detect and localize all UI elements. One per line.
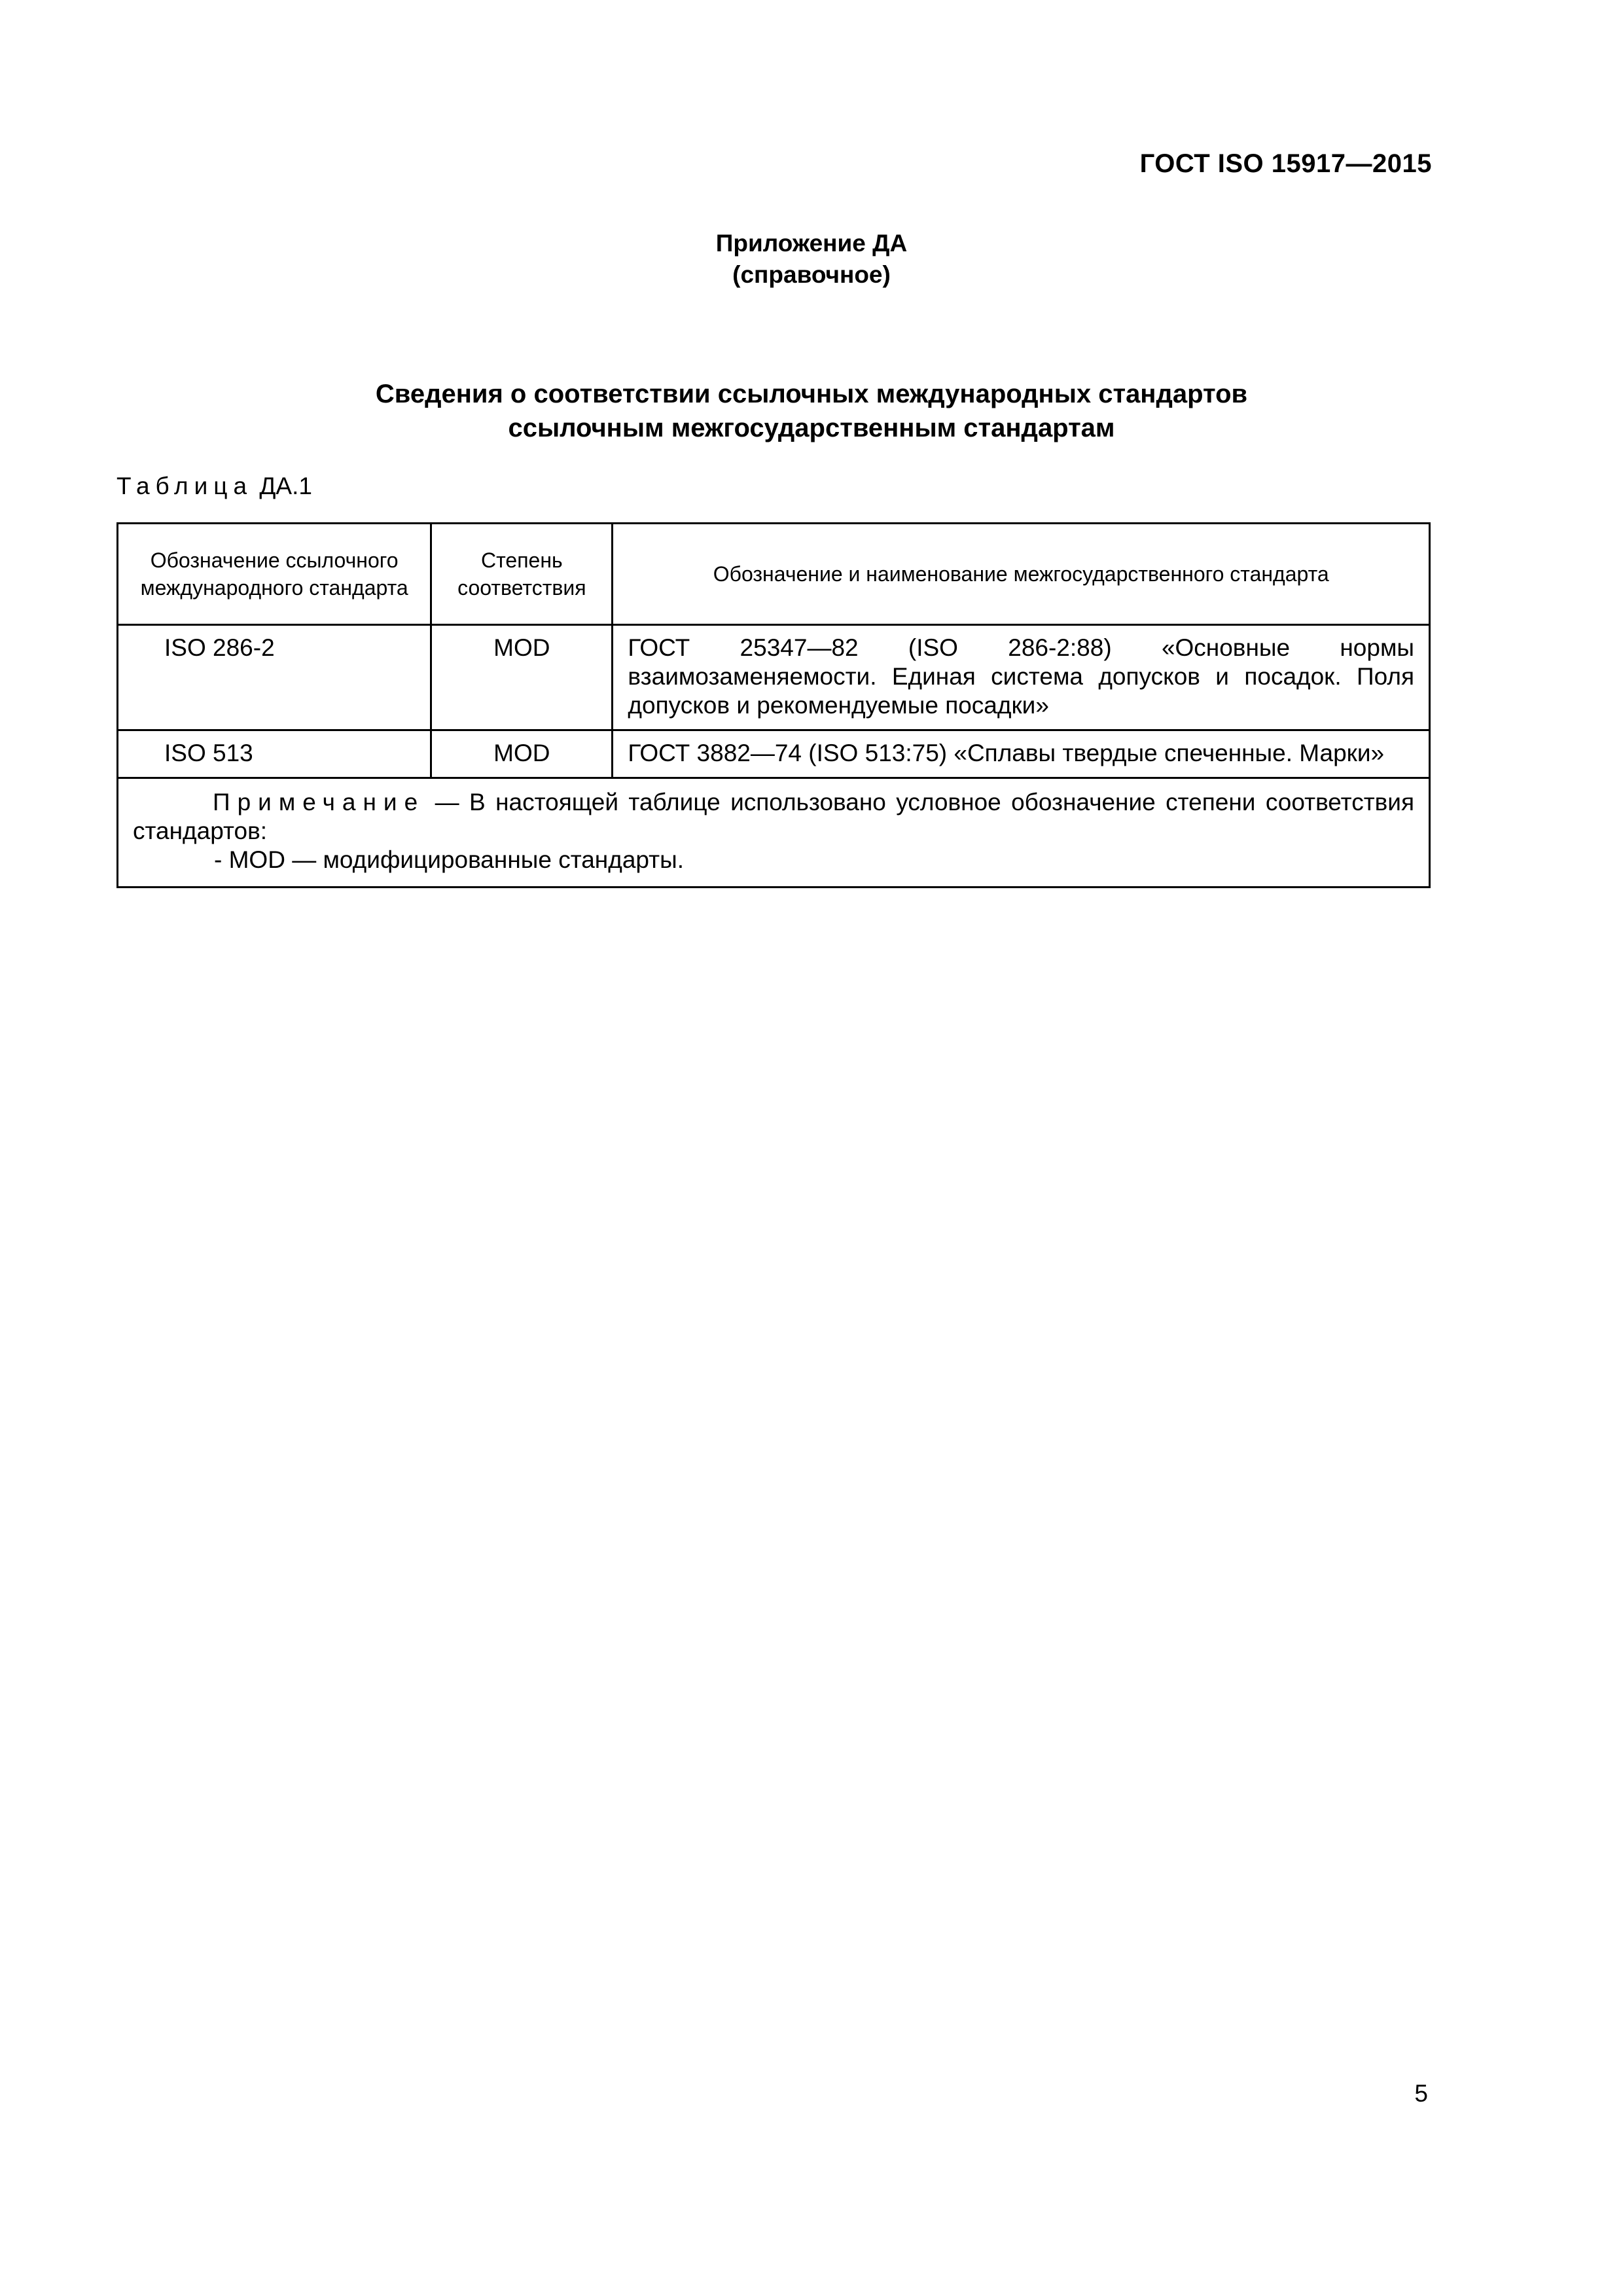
table-caption-number: ДА.1 [259,473,312,499]
annex-status: (справочное) [732,261,891,288]
note-paragraph [133,788,1414,846]
section-title-line-2: ссылочным межгосударственным стандартам [508,414,1115,442]
annex-title: Приложение ДА [715,230,908,257]
table-note-row [118,778,1430,888]
note-text: — В настоящей таблице использовано условное обозначение степени соответствия стандартов: [133,789,1414,844]
cell-national-standard: ГОСТ 25347—82 (ISO 286-2:88) «Основные нормы взаимозаменяемости. Единая система допусков и посадок. Поля допусков и рекомендуемые посадки» [613,625,1430,730]
column-header-international: Обозначение ссылочного международного стандарта [118,524,431,625]
cell-national-standard: ГОСТ 3882—74 (ISO 513:75) «Сплавы твердые спеченные. Марки» [613,730,1430,778]
page-number: 5 [1414,2080,1428,2107]
table-caption-word: Таблица [116,473,253,499]
cell-designation: ISO 513 [118,730,431,778]
table-row [118,730,1430,778]
section-title-line-1: Сведения о соответствии ссылочных международных стандартов [375,380,1248,408]
table-header-row [118,524,1430,625]
table-note [118,778,1430,888]
cell-degree: MOD [431,730,613,778]
section-title [0,377,1623,445]
cell-degree: MOD [431,625,613,730]
document-code: ГОСТ ISO 15917—2015 [1139,149,1432,178]
column-header-national: Обозначение и наименование межгосударственного стандарта [613,524,1430,625]
correspondence-table [116,522,1431,888]
note-item: - MOD — модифицированные стандарты. [214,846,684,873]
cell-designation: ISO 286-2 [118,625,431,730]
note-head: Примечание [213,789,425,816]
table-caption [116,473,312,500]
table-row [118,625,1430,730]
annex-heading [0,228,1623,291]
column-header-degree: Степень соответствия [431,524,613,625]
